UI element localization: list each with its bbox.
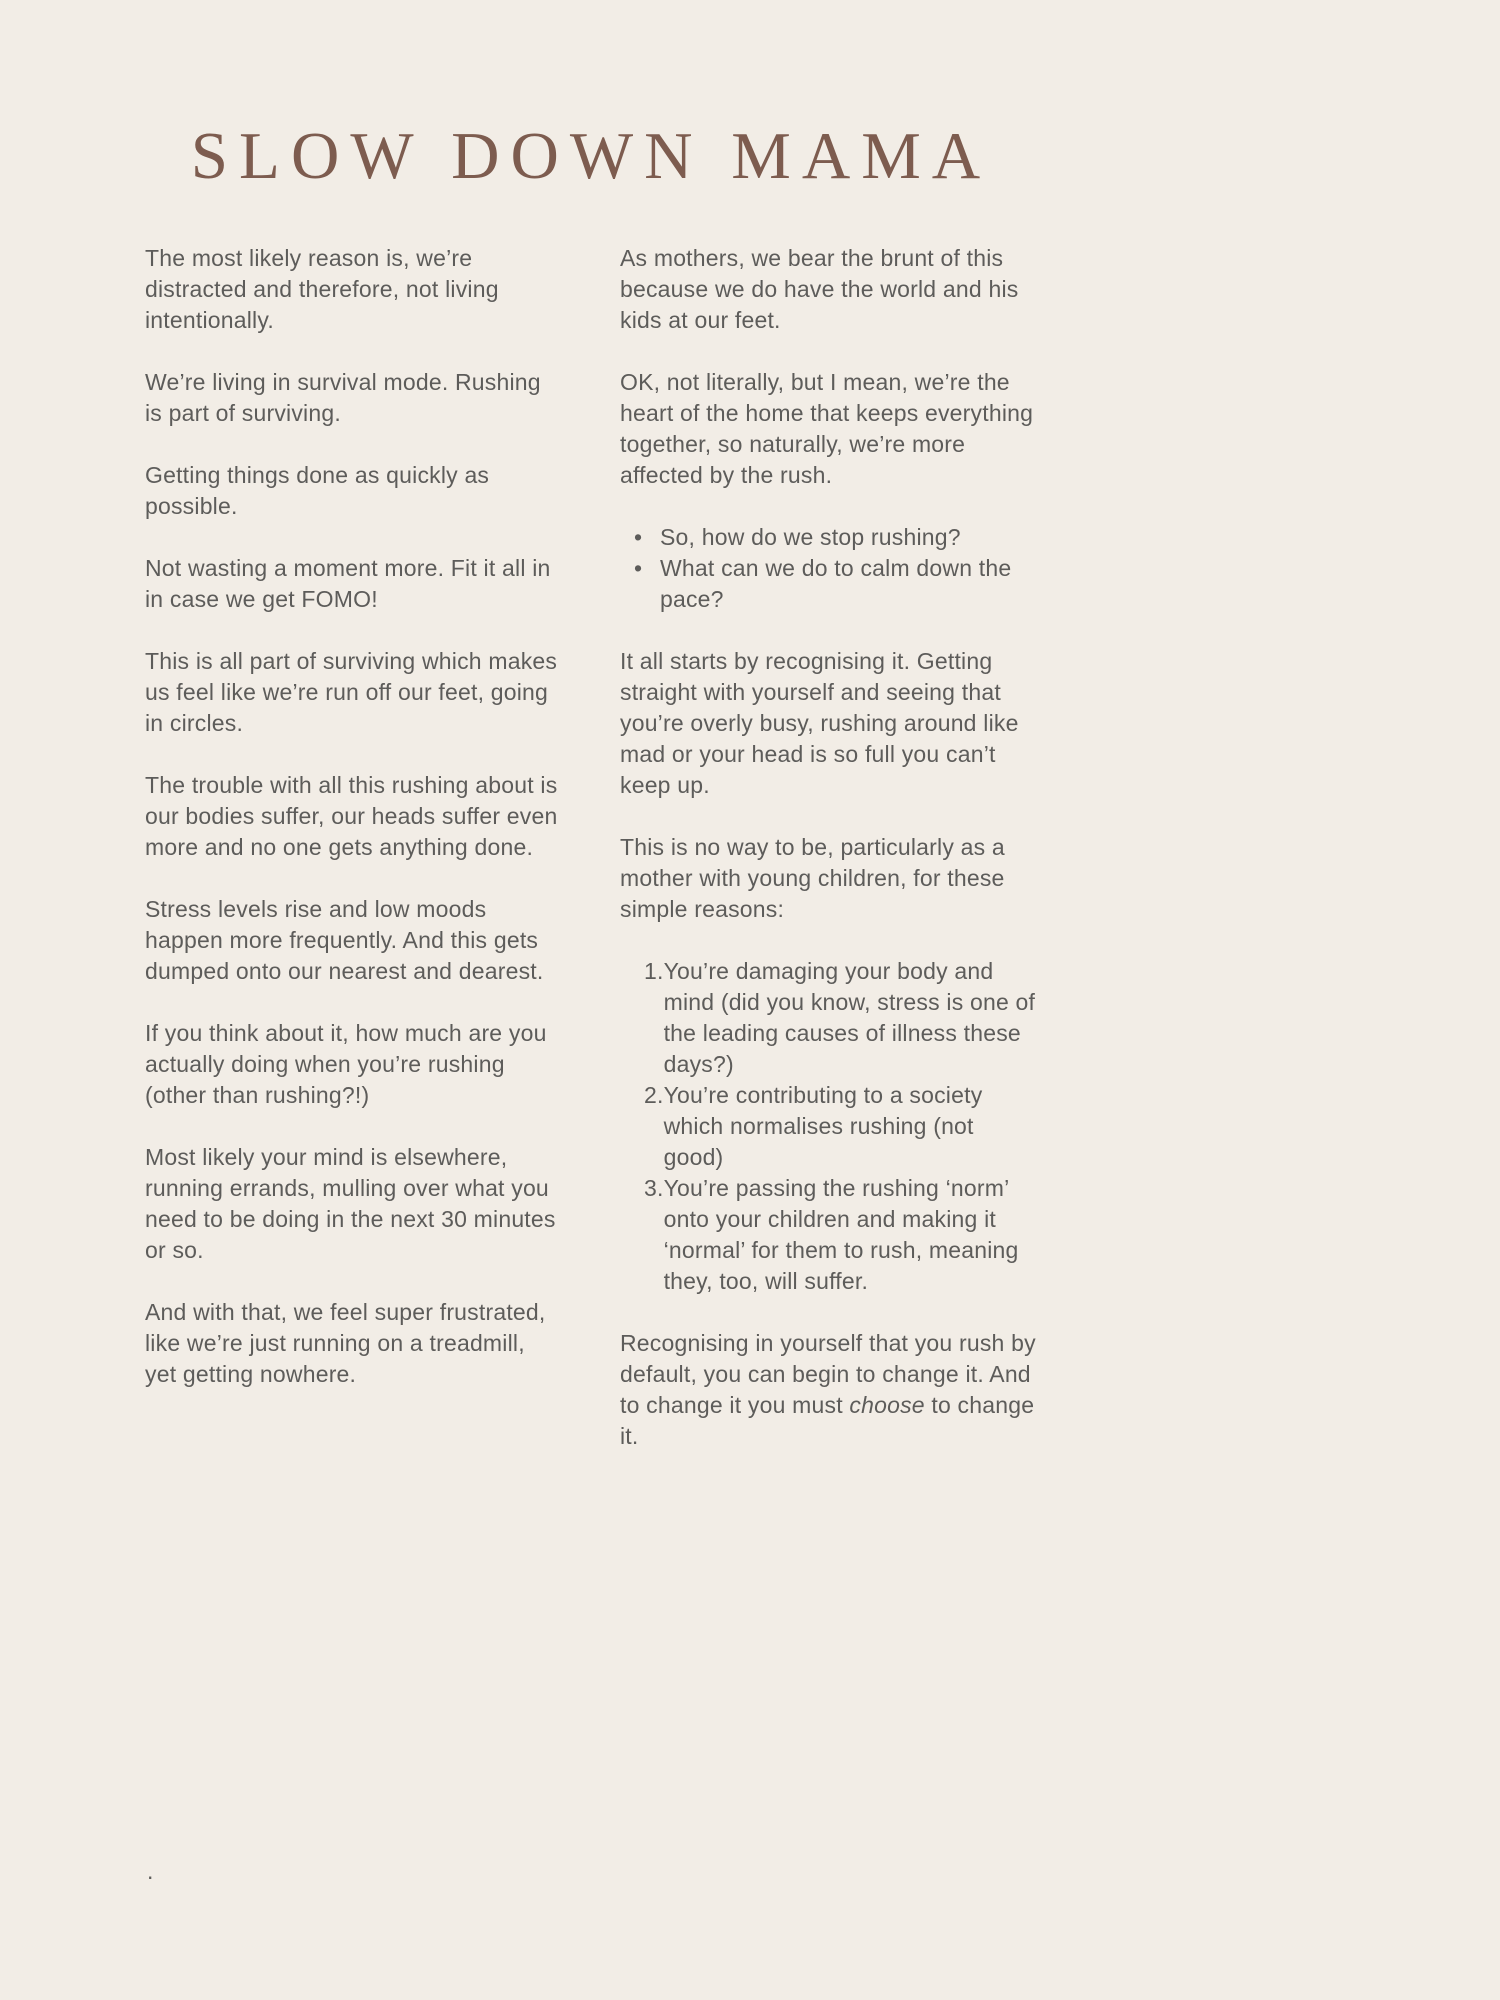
closing-paragraph [620, 1328, 1037, 1452]
list-item [634, 522, 1037, 553]
paragraph: The trouble with all this rushing about is our bodies suffer, our heads suffer even more and no one gets anything done. [145, 772, 558, 860]
paragraph: It all starts by recognising it. Getting straight with yourself and seeing that you’re overly busy, rushing around like mad or your head is so full you can’t keep up. [620, 648, 1019, 798]
paragraph: Most likely your mind is elsewhere, running errands, mulling over what you need to be doing in the next 30 minutes or so. [145, 1144, 556, 1263]
list-item [644, 1173, 1037, 1297]
list-item-text: You’re passing the rushing ‘norm’ onto your children and making it ‘normal’ for them to rush, meaning they, too, will suffer. [663, 1175, 1019, 1294]
stray-period: . [147, 1858, 154, 1884]
list-number: 3. [644, 1175, 664, 1201]
list-item [634, 553, 1037, 615]
closing-text-after: to change it. [620, 1392, 1035, 1449]
list-item-text: You’re damaging your body and mind (did you know, stress is one of the leading causes of illness these days?) [663, 958, 1036, 1077]
list-item [644, 956, 1037, 1080]
paragraph: As mothers, we bear the brunt of this because we do have the world and his kids at our feet. [620, 245, 1019, 333]
list-number: 2. [644, 1082, 664, 1108]
list-item-text: You’re contributing to a society which normalises rushing (not good) [663, 1082, 983, 1170]
paragraph: And with that, we feel super frustrated, like we’re just running on a treadmill, yet getting nowhere. [145, 1299, 546, 1387]
paragraph: This is no way to be, particularly as a mother with young children, for these simple reasons: [620, 834, 1005, 922]
list-item-text: So, how do we stop rushing? [660, 524, 961, 550]
bullet-icon: • [634, 524, 643, 550]
page-title: SLOW DOWN MAMA [190, 119, 992, 193]
paragraph: The most likely reason is, we’re distracted and therefore, not living intentionally. [145, 245, 499, 333]
paragraph: If you think about it, how much are you actually doing when you’re rushing (other than rushing?!) [145, 1020, 547, 1108]
list-number: 1. [644, 958, 664, 984]
paragraph: We’re living in survival mode. Rushing is part of surviving. [145, 369, 541, 426]
list-item [644, 1080, 1037, 1173]
document-page [145, 0, 1037, 1483]
numbered-list [620, 956, 1037, 1297]
paragraph: Not wasting a moment more. Fit it all in in case we get FOMO! [145, 555, 551, 612]
paragraph: Stress levels rise and low moods happen more frequently. And this gets dumped onto our nearest and dearest. [145, 896, 544, 984]
paragraph: This is all part of surviving which makes us feel like we’re run off our feet, going in circles. [145, 648, 558, 736]
paragraph: Getting things done as quickly as possible. [145, 462, 490, 519]
two-column-layout [145, 243, 1037, 1483]
bullet-icon: • [634, 555, 643, 581]
closing-text-before: Recognising in yourself that you rush by default, you can begin to change it. And to change it you must [620, 1330, 1036, 1418]
paragraph: OK, not literally, but I mean, we’re the heart of the home that keeps everything together, so naturally, we’re more affected by the rush. [620, 369, 1034, 488]
left-column [145, 243, 562, 1483]
bullet-list [620, 522, 1037, 615]
list-item-text: What can we do to calm down the pace? [660, 555, 1012, 612]
closing-text-italic: choose [849, 1392, 925, 1418]
right-column [620, 243, 1037, 1483]
